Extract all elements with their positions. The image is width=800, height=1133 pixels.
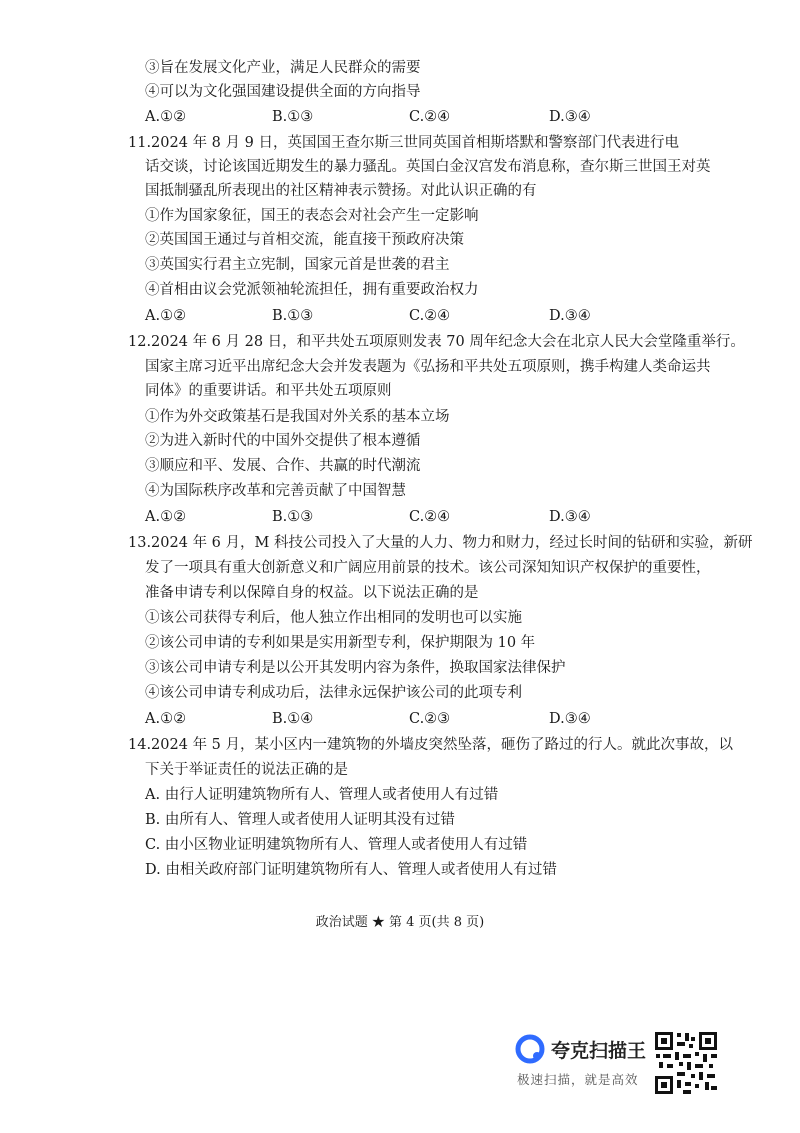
q11-item-1: ①作为国家象征，国王的表态会对社会产生一定影响 [145, 208, 479, 224]
option-d: D.③④ [549, 308, 591, 324]
q13-stem-line-3: 准备申请专利以保障自身的权益。以下说法正确的是 [145, 585, 479, 601]
option-b: B.①③ [272, 109, 314, 125]
option-c: C.②③ [409, 711, 451, 727]
q14-option-b: B. 由所有人、管理人或者使用人证明其没有过错 [145, 812, 455, 828]
page-footer: 政治试题 ★ 第 4 页(共 8 页) [315, 915, 485, 930]
q14-option-a: A. 由行人证明建筑物所有人、管理人或者使用人有过错 [145, 787, 499, 803]
option-a: A.①② [145, 109, 187, 125]
option-b: B.①④ [272, 711, 314, 727]
q10-item-3: ③旨在发展文化产业，满足人民群众的需要 [145, 60, 421, 76]
watermark-subtitle: 极速扫描，就是高效 [517, 1072, 639, 1087]
q12-item-1: ①作为外交政策基石是我国对外关系的基本立场 [145, 409, 450, 425]
watermark-title: 夸克扫描王 [551, 1040, 647, 1062]
option-a: A.①② [145, 509, 187, 525]
q13-item-1: ①该公司获得专利后，他人独立作出相同的发明也可以实施 [145, 610, 522, 626]
q13-item-4: ④该公司申请专利成功后，法律永远保护该公司的此项专利 [145, 685, 522, 701]
q11-item-3: ③英国实行君主立宪制，国家元首是世袭的君主 [145, 257, 450, 273]
q11-stem-line-1: 11.2024 年 8 月 9 日，英国国王查尔斯三世同英国首相斯塔默和警察部门代表进行电 [128, 135, 679, 151]
q11-stem-line-2: 话交谈，讨论该国近期发生的暴力骚乱。英国白金汉宫发布消息称，查尔斯三世国王对英 [145, 159, 711, 175]
q14-option-d: D. 由相关政府部门证明建筑物所有人、管理人或者使用人有过错 [145, 862, 557, 878]
option-b: B.①③ [272, 308, 314, 324]
q10-options [145, 107, 705, 127]
q14-stem-line-1: 14.2024 年 5 月，某小区内一建筑物的外墙皮突然坠落，砸伤了路过的行人。就此次事故，以 [128, 737, 734, 753]
q14-stem-line-2: 下关于举证责任的说法正确的是 [145, 762, 348, 778]
q13-options [145, 709, 705, 729]
q13-stem-line-1: 13.2024 年 6 月，M 科技公司投入了大量的人力、物力和财力，经过长时间的钻研和实验，新研 [128, 535, 753, 551]
option-a: A.①② [145, 308, 187, 324]
quark-logo-icon [515, 1034, 545, 1064]
option-a: A.①② [145, 711, 187, 727]
option-c: C.②④ [409, 109, 451, 125]
q11-item-4: ④首相由议会党派领袖轮流担任，拥有重要政治权力 [145, 282, 479, 298]
option-c: C.②④ [409, 509, 451, 525]
option-d: D.③④ [549, 109, 591, 125]
q12-stem-line-1: 12.2024 年 6 月 28 日，和平共处五项原则发表 70 周年纪念大会在北京人民大会堂隆重举行。 [128, 334, 745, 350]
q13-item-3: ③该公司申请专利是以公开其发明内容为条件，换取国家法律保护 [145, 660, 566, 676]
option-d: D.③④ [549, 509, 591, 525]
option-b: B.①③ [272, 509, 314, 525]
q11-options [145, 306, 705, 326]
q13-item-2: ②该公司申请的专利如果是实用新型专利，保护期限为 10 年 [145, 635, 536, 651]
q11-item-2: ②英国国王通过与首相交流，能直接干预政府决策 [145, 232, 464, 248]
q12-item-4: ④为国际秩序改革和完善贡献了中国智慧 [145, 483, 406, 499]
qr-code-icon [653, 1030, 719, 1096]
q12-stem-line-3: 同体》的重要讲话。和平共处五项原则 [145, 383, 392, 399]
option-d: D.③④ [549, 711, 591, 727]
q14-option-c: C. 由小区物业证明建筑物所有人、管理人或者使用人有过错 [145, 837, 528, 853]
q12-item-2: ②为进入新时代的中国外交提供了根本遵循 [145, 433, 421, 449]
option-c: C.②④ [409, 308, 451, 324]
q12-item-3: ③顺应和平、发展、合作、共赢的时代潮流 [145, 458, 421, 474]
q12-options [145, 507, 705, 527]
q12-stem-line-2: 国家主席习近平出席纪念大会并发表题为《弘扬和平共处五项原则，携手构建人类命运共 [145, 359, 711, 375]
scanner-watermark [515, 1030, 745, 1100]
q13-stem-line-2: 发了一项具有重大创新意义和广阔应用前景的技术。该公司深知知识产权保护的重要性， [145, 560, 711, 576]
q11-stem-line-3: 国抵制骚乱所表现出的社区精神表示赞扬。对此认识正确的有 [145, 183, 537, 199]
q10-item-4: ④可以为文化强国建设提供全面的方向指导 [145, 84, 421, 100]
